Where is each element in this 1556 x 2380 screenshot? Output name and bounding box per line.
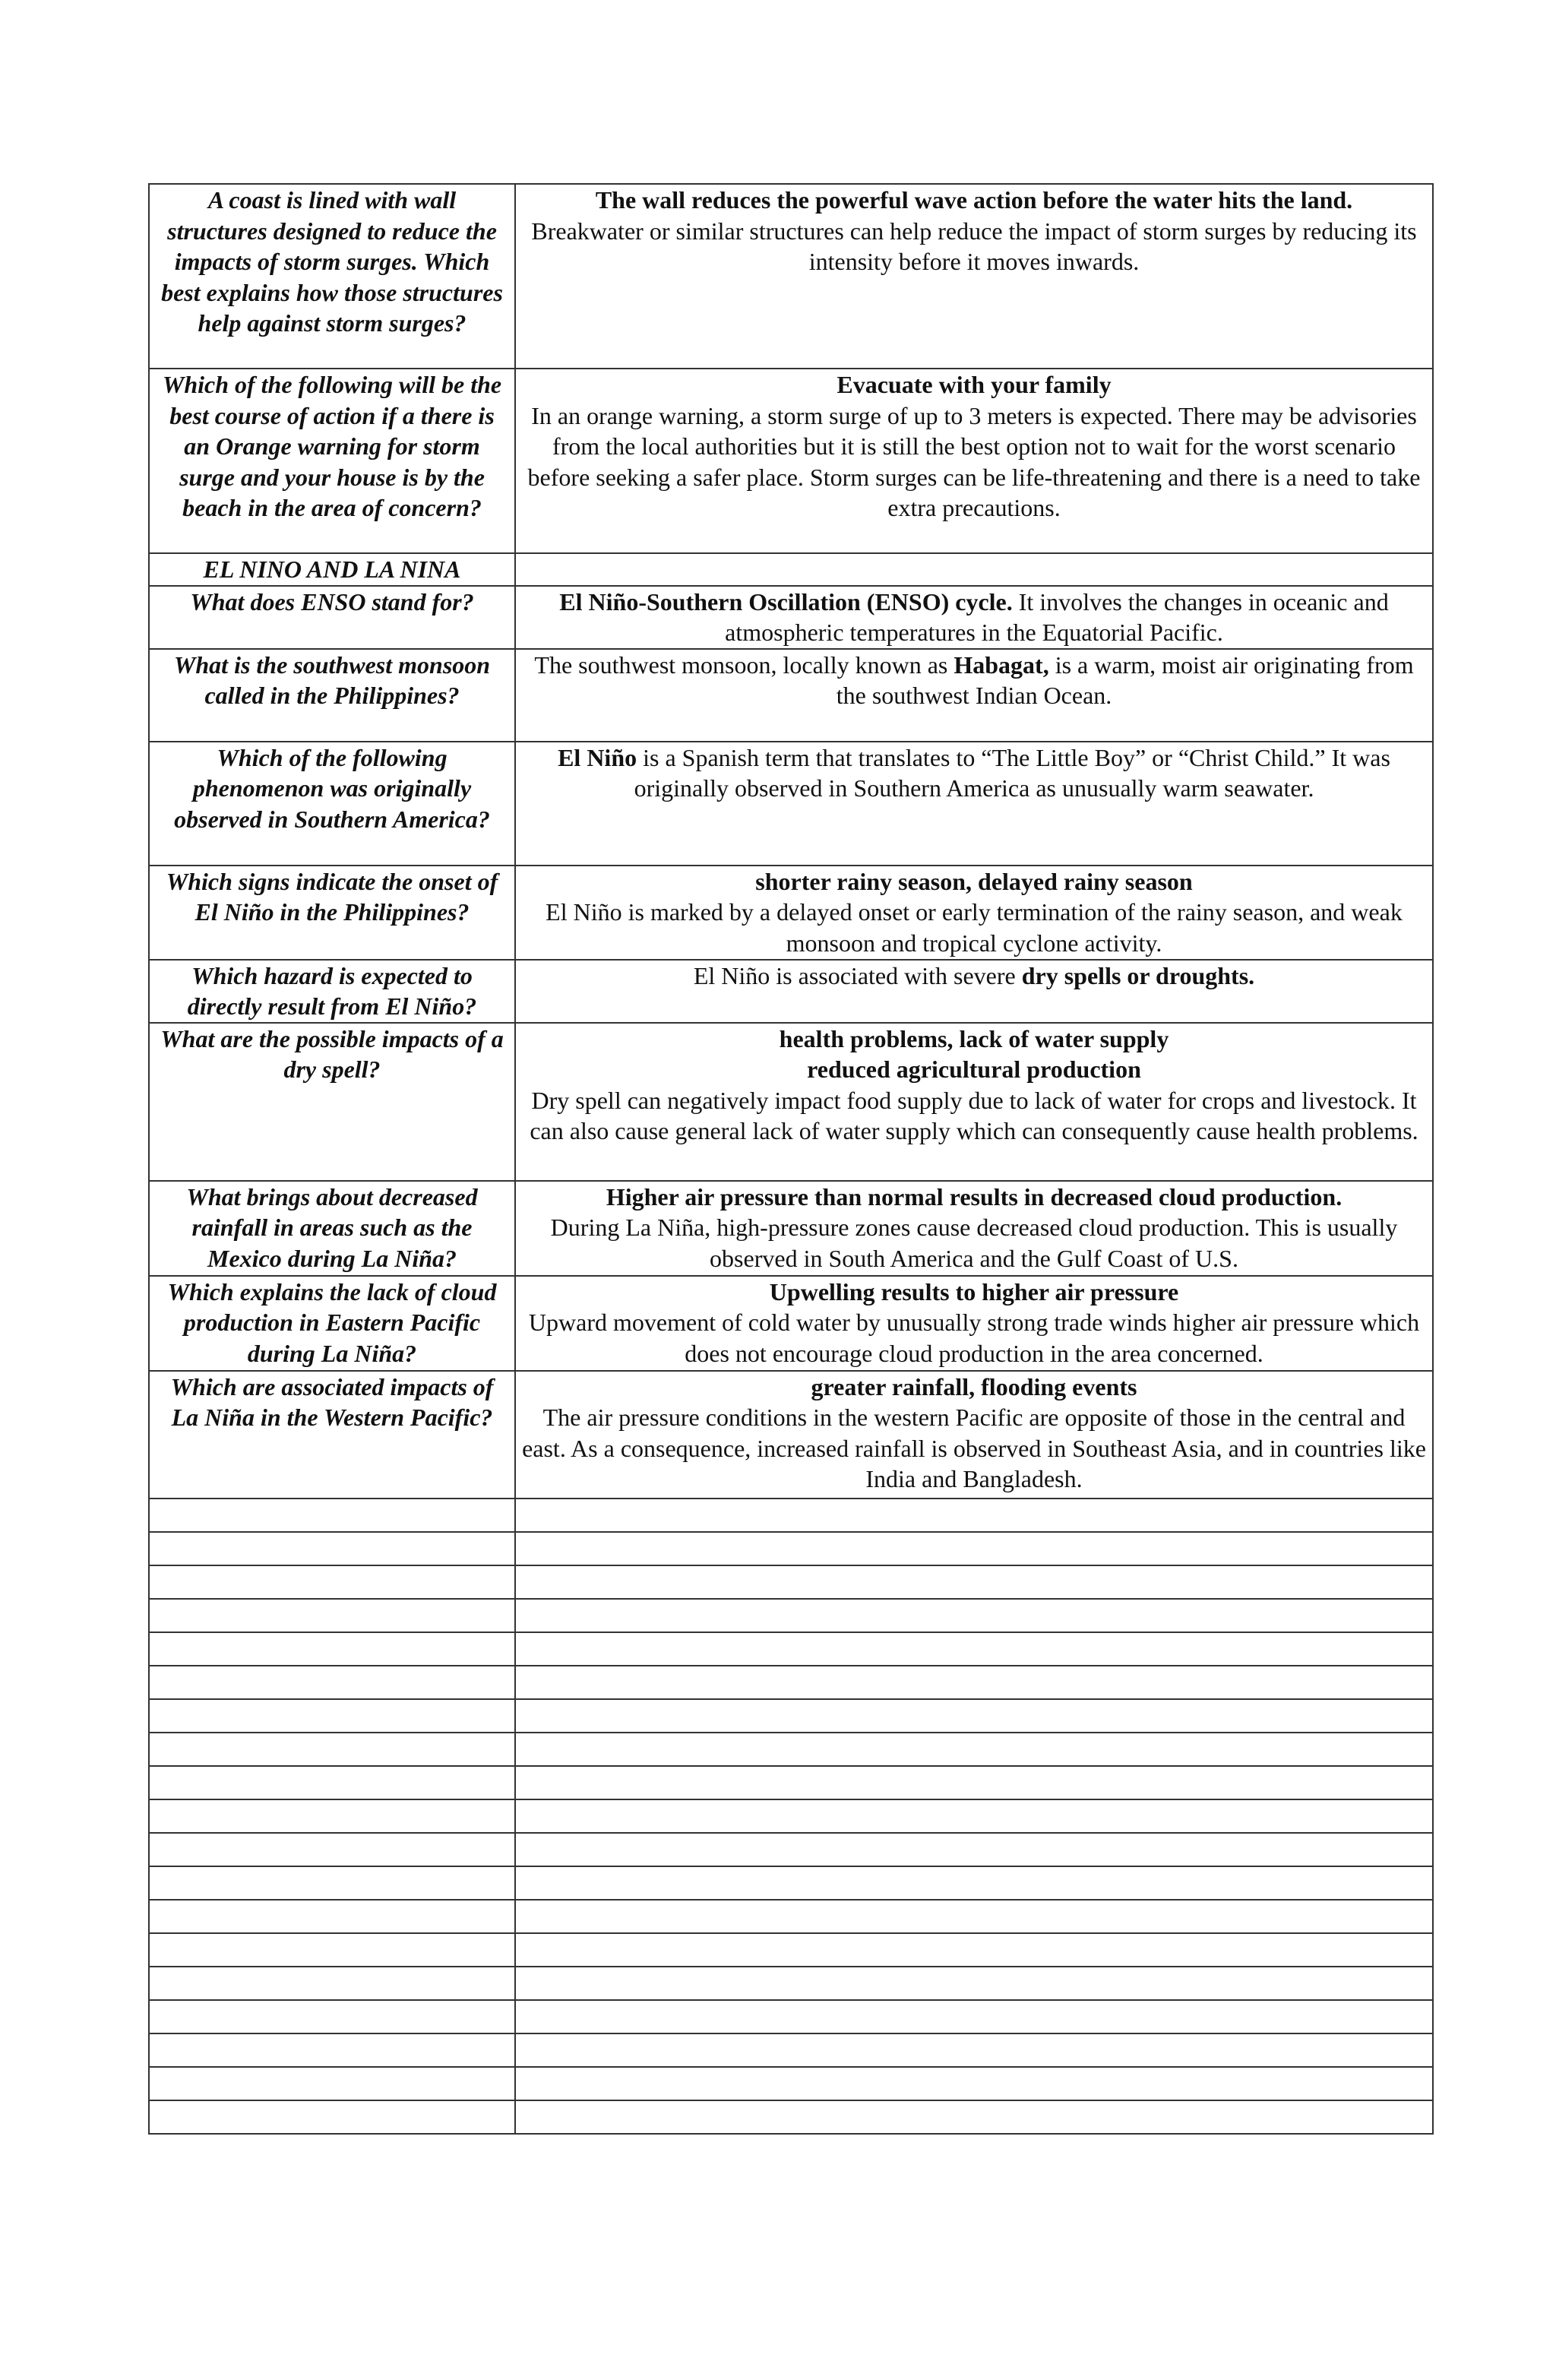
answer-cell [515,1276,1433,1371]
empty-row [149,1599,1433,1632]
question-cell: What are the possible impacts of a dry spell? [149,1023,515,1181]
empty-cell [515,1499,1433,1532]
answer-cell [515,1023,1433,1181]
empty-row [149,2033,1433,2067]
answer-bold: dry spells or droughts. [1021,961,1255,989]
question-cell: What does ENSO stand for? [149,586,515,649]
answer-text: Breakwater or similar structures can help reduce the impact of storm surges by reducing its intensity before it moves inwards. [531,217,1417,275]
answer-bold: Habagat, [954,650,1049,679]
answer-cell [515,866,1433,960]
table-row [149,553,1433,586]
qa-table [148,183,1434,2135]
question-cell: A coast is lined with wall structures designed to reduce the impacts of storm surges. Which best explains how those structures help against storm surges? [149,184,515,369]
empty-cell [149,1766,515,1799]
empty-cell [149,1933,515,1967]
empty-cell [515,1933,1433,1967]
empty-cell [515,1632,1433,1666]
empty-cell [149,1599,515,1632]
empty-cell [149,1632,515,1666]
empty-row [149,1666,1433,1699]
answer-cell [515,184,1433,369]
answer-bold: greater rainfall, flooding events [811,1372,1137,1400]
empty-cell [515,1733,1433,1766]
empty-row [149,1799,1433,1833]
answer-bold: El Niño-Southern Oscillation (ENSO) cycle. [559,587,1013,616]
empty-cell [149,1565,515,1599]
table-row [149,742,1433,866]
empty-cell [149,1499,515,1532]
empty-cell [515,1799,1433,1833]
table-row [149,960,1433,1023]
question-cell: Which hazard is expected to directly result from El Niño? [149,960,515,1023]
empty-cell [515,2067,1433,2100]
answer-text: The air pressure conditions in the western Pacific are opposite of those in the central and east. As a consequence, increased rainfall is observed in Southeast Asia, and in countries like India and Bangladesh. [522,1404,1426,1492]
table-row [149,369,1433,553]
answer-cell [515,742,1433,866]
empty-cell [149,1532,515,1565]
table-row [149,1371,1433,1499]
empty-row [149,1866,1433,1900]
empty-row [149,1632,1433,1666]
empty-cell [149,2067,515,2100]
table-row [149,1023,1433,1181]
answer-bold: Evacuate with your family [837,371,1112,398]
empty-row [149,1967,1433,2000]
empty-row [149,1733,1433,1766]
empty-row [149,2100,1433,2134]
answer-text: Dry spell can negatively impact food supply due to lack of water for crops and livestock. It can also cause general lack of water supply which can consequently cause health problems. [530,1086,1418,1144]
empty-row [149,2000,1433,2033]
table-row [149,1181,1433,1276]
question-cell: Which of the following will be the best course of action if a there is an Orange warning for storm surge and your house is by the beach in the area of concern? [149,369,515,553]
answer-bold: El Niño [558,743,637,771]
empty-cell [515,1532,1433,1565]
answer-cell [515,586,1433,649]
answer-pre: El Niño is associated with severe [693,961,1022,989]
question-cell: What is the southwest monsoon called in the Philippines? [149,649,515,742]
answer-bold-2: reduced agricultural production [807,1055,1141,1083]
answer-text: In an orange warning, a storm surge of up to 3 meters is expected. There may be advisories from the local authorities but it is still the best option not to wait for the worst scenario before seeking a safer place. Storm surges can be life-threatening and there is a need to take extra precautions. [527,401,1421,521]
answer-text: is a Spanish term that translates to “The Little Boy” or “Christ Child.” It was originally observed in Southern America as unusually warm seawater. [634,743,1390,802]
empty-row [149,1833,1433,1866]
empty-cell [149,2100,515,2134]
empty-cell [149,1799,515,1833]
answer-pre: The southwest monsoon, locally known as [534,650,954,679]
table-row [149,184,1433,369]
empty-cell [515,1900,1433,1933]
table-row [149,586,1433,649]
empty-cell [515,1833,1433,1866]
answer-text: is a warm, moist air originating from the southwest Indian Ocean. [836,650,1414,709]
answer-cell [515,960,1433,1023]
empty-cell [149,1866,515,1900]
empty-cell [149,1699,515,1733]
empty-cell [149,1666,515,1699]
answer-cell [515,369,1433,553]
empty-cell [515,1766,1433,1799]
answer-cell [515,1371,1433,1499]
question-cell: Which of the following phenomenon was originally observed in Southern America? [149,742,515,866]
empty-cell [149,2033,515,2067]
answer-cell [515,553,1433,586]
empty-cell [515,2000,1433,2033]
empty-cell [149,1833,515,1866]
empty-row [149,2067,1433,2100]
table-row [149,866,1433,960]
empty-cell [515,1866,1433,1900]
empty-row [149,1699,1433,1733]
answer-text: El Niño is marked by a delayed onset or early termination of the rainy season, and weak monsoon and tropical cyclone activity. [546,898,1403,957]
empty-cell [515,1599,1433,1632]
answer-bold: The wall reduces the powerful wave action before the water hits the land. [595,186,1353,214]
empty-row [149,1565,1433,1599]
empty-cell [515,1699,1433,1733]
empty-cell [515,1967,1433,2000]
answer-bold: shorter rainy season, delayed rainy season [755,867,1193,895]
answer-text: Upward movement of cold water by unusually strong trade winds higher air pressure which does not encourage cloud production in the area concerned. [528,1309,1420,1367]
question-cell: Which signs indicate the onset of El Niño in the Philippines? [149,866,515,960]
question-cell: What brings about decreased rainfall in areas such as the Mexico during La Niña? [149,1181,515,1276]
empty-cell [149,2000,515,2033]
table-row [149,1276,1433,1371]
question-cell: Which explains the lack of cloud production in Eastern Pacific during La Niña? [149,1276,515,1371]
empty-cell [515,2033,1433,2067]
answer-bold: Upwelling results to higher air pressure [769,1277,1179,1306]
answer-bold: Higher air pressure than normal results in decreased cloud production. [606,1182,1343,1211]
empty-row [149,1499,1433,1532]
answer-bold: health problems, lack of water supply [779,1024,1169,1052]
question-cell: Which are associated impacts of La Niña in the Western Pacific? [149,1371,515,1499]
empty-cell [149,1733,515,1766]
empty-row [149,1933,1433,1967]
answer-text: During La Niña, high-pressure zones cause decreased cloud production. This is usually observed in South America and the Gulf Coast of U.S. [550,1214,1398,1272]
empty-row [149,1900,1433,1933]
answer-cell [515,649,1433,742]
empty-cell [149,1900,515,1933]
empty-cell [515,1565,1433,1599]
empty-row [149,1766,1433,1799]
answer-text: It involves the changes in oceanic and atmospheric temperatures in the Equatorial Pacific. [725,587,1389,646]
empty-row [149,1532,1433,1565]
answer-cell [515,1181,1433,1276]
empty-cell [149,1967,515,2000]
section-heading: EL NINO AND LA NINA [149,553,515,586]
empty-cell [515,1666,1433,1699]
empty-cell [515,2100,1433,2134]
table-row [149,649,1433,742]
